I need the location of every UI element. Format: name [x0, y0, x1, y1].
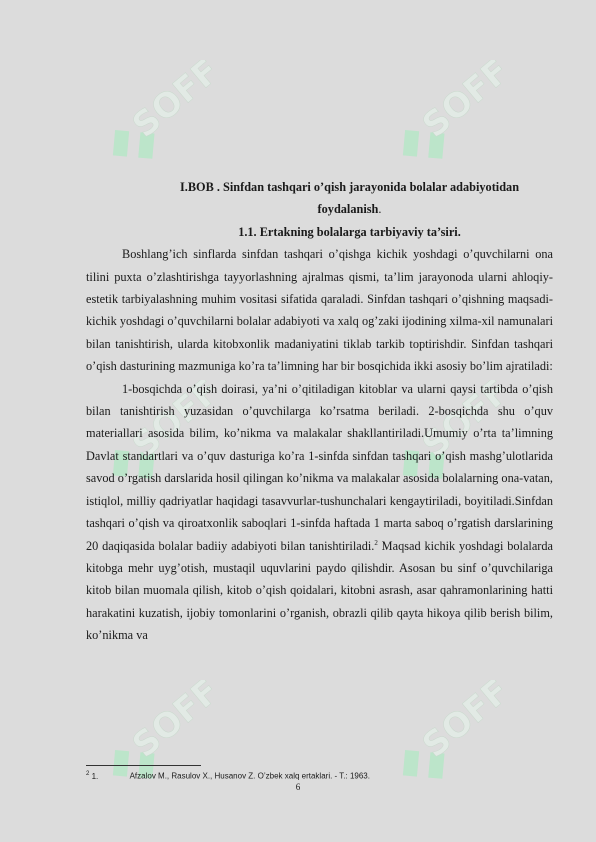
chapter-title-punct: .: [378, 202, 382, 217]
chapter-title: I.BOB . Sinfdan tashqari o’qish jarayonida bolalar adabiyotidan: [179, 180, 520, 194]
footnote-marker: 2: [86, 771, 90, 777]
watermark-graphic: [80, 60, 230, 180]
paragraph-2-text-b: Maqsad kichik yoshdagi bolalarda kitobga mehr uyg’otish, mustaqil uquvlarini paydo qilishdir. Asosan bu sinf o’quvchilariga kitob bilan muomala qilish, kitob o’qish qoidalari, kitobni asrash, asar qahramonlarining hatti harakatini kuzatish, ijobiy tomonlarini o’rganish, obrazli qilib qayta hikoya qilib berish bilim, ko’nikma va: [86, 538, 553, 643]
paragraph-2: [86, 378, 553, 647]
footnote-reference[interactable]: 2: [374, 538, 378, 547]
watermark-logo: [80, 60, 230, 180]
footnote-text: Afzalov M., Rasulov X., Husanov Z. O’zbek xalq ertaklari. - T.: 1963.: [129, 771, 370, 781]
watermark-text: SOFF: [124, 60, 228, 146]
paragraph-2-text-a: 1-bosqichda o’qish doirasi, ya’ni o’qitiladigan kitoblar va ularni qaysi tartibda o’qish bilan tanishtirish yuzasidan o’quvchilarga ko’rsatma beriladi. 2-bosqichda shu o’quv materiallari asosida bilim, ko’nikma va malakalar shakllantiriladi.Umumiy o’rta ta’limning Davlat standartlari va o’quv dasturiga ko’ra 1-sinfda sinfdan tashqari o’qish mashg’ulotlarida savod o’rgatish darslarida hosil qilingan ko’nikma va malakalar asosida bolalarning ona-vatan, istiqlol, milliy qadriyatlar haqidagi tasavvurlar-tushunchalari kengaytiriladi, boyitiladi.Sinfdan tashqari o’qish va qiroatxonlik saboqlari 1-sinfda haftada 1 marta saboq o’rgatish darslarining 20 daqiqasida bolalar badiiy adabiyoti bilan tanishtiriladi.: [86, 381, 553, 553]
page-number: 6: [295, 782, 301, 792]
section-title: 1.1. Ertakning bolalarga tarbiyaviy ta’siri.: [238, 224, 461, 239]
watermark-text: SOFF: [124, 380, 228, 466]
footnote-number: 1.: [91, 771, 99, 781]
watermark-text: SOFF: [414, 380, 518, 466]
footnote: [86, 769, 546, 782]
watermark-text: SOFF: [414, 680, 518, 766]
watermark-text: SOFF: [124, 680, 228, 766]
paragraph-1: Boshlang’ich sinflarda sinfdan tashqari o’qishga kichik yoshdagi o’quvchilarni ona tilini puxta o’zlashtirishga tayyorlashning ajralmas qismi, ta’lim jarayonoda ularni ahloqiy-estetik tarbiyalashning muhim vositasi sifatida qaraladi. Sinfdan tashqari o’qishning maqsadi-kichik yoshdagi o’quvchilarni bolalar adabiyoti va xalq og’zaki ijodining xilma-xil namunalari bilan tanishtirish, ularda kitobxonlik madaniyatini tiklab tarkib toptirishdir. Sinfdan tashqari o’qish dasturining mazmuniga ko’ra ta’limning har bir bosqichida ikki asosiy bo’lim ajratiladi:: [86, 247, 553, 374]
chapter-title-continued: [86, 198, 553, 220]
watermark-logo: [370, 60, 520, 180]
watermark-text: SOFF: [414, 60, 518, 146]
document-body: [86, 176, 553, 647]
footnote-separator: [86, 765, 201, 766]
chapter-title-line2: foydalanish: [317, 202, 379, 217]
watermark-graphic: [370, 60, 520, 180]
